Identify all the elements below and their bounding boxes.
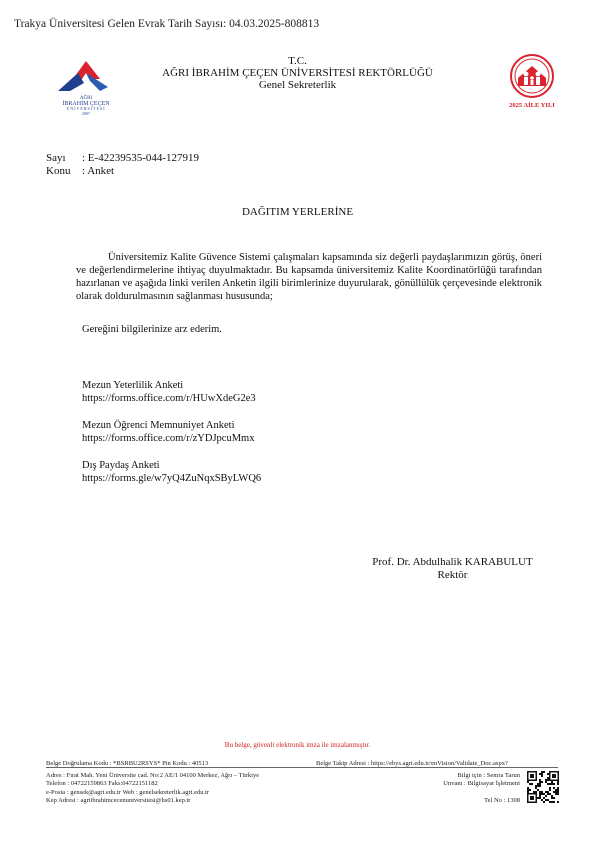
survey-link-group <box>82 379 261 405</box>
document-meta <box>46 152 199 178</box>
footer-phone: Telefon : 04722159863 Faks:04722151182 <box>46 780 158 788</box>
family-year-logo-icon <box>503 52 561 112</box>
survey-title: Dış Paydaş Anketi <box>82 460 160 471</box>
footer-contact <box>46 772 259 805</box>
footer-unvan: Unvanı : Bilgisayar İşletmeni <box>443 780 520 788</box>
letterhead-department: Genel Sekreterlik <box>258 79 337 91</box>
letter-body <box>76 251 542 303</box>
logo-text-line4: 2007 <box>82 111 90 116</box>
meta-konu-label: Konu <box>46 165 71 177</box>
verification-address: Belge Takip Adresi : https://ebys.agri.edu.tr/enVision/Validate_Doc.aspx? <box>316 760 508 767</box>
meta-sayi-value: : E-42239535-044-127919 <box>82 152 200 164</box>
qr-code-icon <box>527 771 559 803</box>
footer-email: e-Posta : gensek@agri.edu.tr Web : genelsekreterlik.agri.edu.tr <box>46 788 210 796</box>
footer-address: Adres : Fırat Mah. Yeni Üniversite cad. No:2 AE/1 04100 Merkez, Ağrı – Türkiye <box>46 772 260 779</box>
footer-kep: Kep Adresi : agriibrahimcecenuniversitesi@hs01.kep.tr <box>46 796 191 804</box>
body-paragraph: Üniversitemiz Kalite Güvence Sistemi çalışmaları kapsamında siz değerli paydaşlarımızın görüş, öneri ve değerlendirmelerine ihtiyaç duyulmaktadır. Bu kapsamda üniversitemiz Kalite Koordinatörlüğü tarafından hazırlanan ve aşağıda linki verilen Anketin ilgili birimlerinize duyurularak, gönüllülük çerçevesinde elektronik olarak doldurulmasının sağlanması hususunda; <box>76 252 542 302</box>
signatory-title: Rektör <box>437 569 468 581</box>
survey-link-group <box>82 459 261 485</box>
survey-title: Mezun Yeterlilik Anketi <box>82 380 184 391</box>
survey-url-link[interactable]: https://forms.office.com/r/HUwXdeG2e3 <box>82 393 256 404</box>
footer-divider <box>46 767 558 768</box>
logo-text-line1: AĞRI <box>79 96 93 101</box>
distribution-heading: DAĞITIM YERLERİNE <box>241 206 354 218</box>
verification-code: Belge Doğrulama Kodu : *BSRBU2RSYS* Pin Kodu : 40513 <box>46 760 209 767</box>
survey-url-link[interactable]: https://forms.office.com/r/zYDJpcuMmx <box>82 433 255 444</box>
qr-code <box>527 771 559 803</box>
logo-text-line2: İBRAHİM ÇEÇEN <box>62 101 110 107</box>
survey-title: Mezun Öğrenci Memnuniyet Anketi <box>82 420 235 431</box>
family-year-caption: 2025 AİLE YILI <box>509 102 555 109</box>
footer-info: Bilgi için : Semra Tarun <box>457 772 520 779</box>
logo-text-line3: ÜNİVERSİTESİ <box>66 106 106 111</box>
survey-url-link[interactable]: https://forms.gle/w7yQ4ZuNqxSByLWQ6 <box>82 473 262 484</box>
letterhead-university: AĞRI İBRAHİM ÇEÇEN ÜNİVERSİTESİ REKTÖRLÜĞÜ <box>162 67 433 79</box>
meta-sayi-label: Sayı <box>46 152 66 164</box>
meta-konu-row <box>46 165 199 178</box>
closing-line: Gereğini bilgilerinize arz ederim. <box>82 324 222 335</box>
family-year-logo <box>503 52 561 112</box>
survey-link-group <box>82 419 261 445</box>
meta-konu-value: : Anket <box>82 165 115 177</box>
meta-sayi-row <box>46 152 199 165</box>
survey-links <box>82 379 261 499</box>
footer-tel: Tel No : 1308 <box>484 796 520 804</box>
incoming-document-stamp: Trakya Üniversitesi Gelen Evrak Tarih Sayısı: 04.03.2025-808813 <box>14 18 320 30</box>
letterhead-tc: T.C. <box>288 55 307 67</box>
signatory-name: Prof. Dr. Abdulhalik KARABULUT <box>372 556 533 568</box>
footer-contact-person <box>420 772 520 805</box>
signature-block <box>300 556 595 582</box>
e-signature-note: Bu belge, güvenli elektronik imza ile imzalanmıştır. <box>224 741 371 749</box>
